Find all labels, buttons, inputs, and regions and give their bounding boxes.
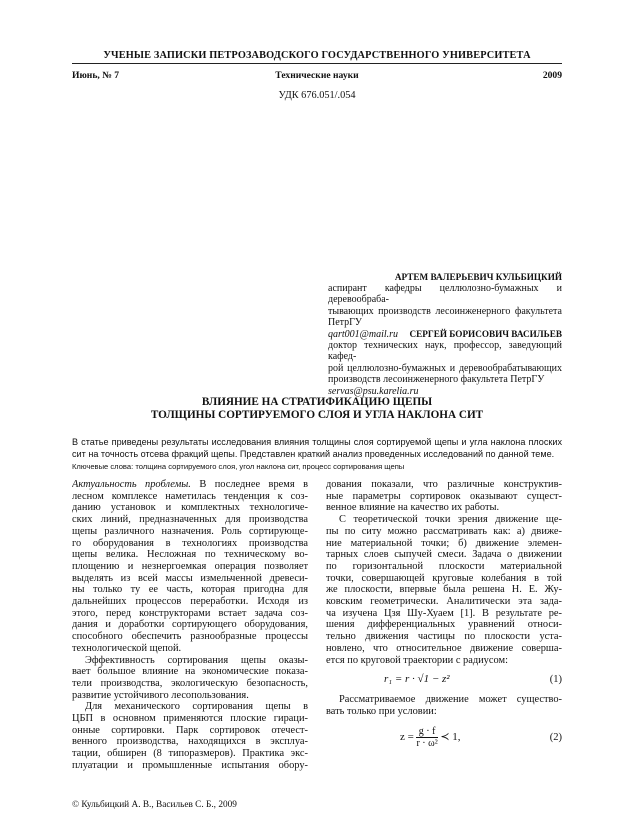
author-2-name: СЕРГЕЙ БОРИСОВИЧ ВАСИЛЬЕВ <box>409 329 562 339</box>
author-2-info <box>328 340 562 397</box>
body-line: ние материальной точки; б) движение элемен- <box>326 537 562 549</box>
body-line: данию установок и комплектных технологиче- <box>72 502 308 514</box>
body-line: тельно движения частицы по плоскости уста- <box>326 631 562 643</box>
body-line: ны только ту ее часть, которая пригодна для <box>72 584 308 596</box>
body-line <box>72 479 308 491</box>
equation-2 <box>326 718 562 758</box>
article-title <box>72 396 562 422</box>
body-line: ЦБП в основном применяются плоские гираци- <box>72 713 308 725</box>
article-title-line: ТОЛЩИНЫ СОРТИРУЕМОГО СЛОЯ И УГЛА НАКЛОНА СИТ <box>150 409 484 421</box>
keywords: Ключевые слова: толщина сортируемого слоя, угол наклона сит, процесс сортирования щепы <box>72 462 405 471</box>
formula-2-lhs: z = <box>400 730 414 743</box>
author-2-info-line: рой целлюлозно-бумажных и деревообрабатывающих <box>328 362 562 374</box>
author-1-info-line: тывающих производств лесоинженерного факультета <box>328 305 562 317</box>
author-1-info-line: ПетрГУ <box>328 317 363 329</box>
year-label: 2009 <box>542 70 562 81</box>
body-line: развитие устойчивого лесопользования. <box>72 689 249 701</box>
body-line: тации, обширен (8 типоразмеров). Практика экс- <box>72 748 308 760</box>
body-line: дальнейших процессов переработки. Исходя из <box>72 596 308 608</box>
issue-label: Июнь, № 7 <box>72 70 120 81</box>
body-line: вать только при условии: <box>326 705 437 717</box>
body-line: дования показали, что различные конструктив- <box>326 479 562 490</box>
body-line: выделять из всей массы измельченной древеси- <box>72 572 308 584</box>
body-line: венное влияние на качество их работы. <box>326 502 500 514</box>
formula-2-numerator: g · f <box>416 726 437 738</box>
body-line: го оборудования в технологиях производства <box>72 537 308 549</box>
body-line: тарных слоев сыпучей смеси. Задача о движении <box>326 549 562 561</box>
equation-1 <box>326 666 562 694</box>
abstract-line: В статье приведены результаты исследования влияния толщины слоя сортируемой щепы и угла наклона плоских <box>72 437 562 447</box>
body-line: по горизонтальной плоскости материальной <box>326 560 562 572</box>
body-line: щепы велика. Несложная по техническому во- <box>72 549 308 561</box>
journal-title: УЧЕНЫЕ ЗАПИСКИ ПЕТРОЗАВОДСКОГО ГОСУДАРСТВЕННОГО УНИВЕРСИТЕТА <box>103 50 531 61</box>
body-line: площению и незнергоемкая операция позволяет <box>72 560 308 572</box>
body-line: Для механического сортирования щепы в <box>85 701 308 713</box>
body-line: ских линий, предназначенных для производства <box>72 514 308 526</box>
section-label: Технические науки <box>275 70 359 81</box>
body-line: же плоскости, впервые была решена Н. Е. Жу- <box>326 584 562 596</box>
body-line-text: В последнее время в <box>190 479 308 490</box>
body-line: Эффективность сортирования щепы оказы- <box>85 654 308 666</box>
abstract <box>72 437 562 460</box>
body-line: этого, перед конструкторами встает задача соз- <box>72 607 308 619</box>
body-line: дания и доработки сортирующего оборудования, <box>72 619 308 631</box>
body-line: ковским геометрически. Аналитически эта зада- <box>326 596 562 608</box>
formula-2 <box>400 726 461 749</box>
body-line: пы по ситу можно рассматривать как: а) движе- <box>326 525 562 537</box>
body-line: С теоретической точки зрения движение ще- <box>339 514 562 526</box>
body-line: точки, совершающей круговые колебания в той <box>326 572 562 584</box>
body-line: ча изучена Цзя Шу-Хуаем [1]. В результате ре- <box>326 607 562 619</box>
header-rule <box>72 63 562 64</box>
body-line: плуатации и промышленные испытания обору- <box>72 759 308 771</box>
body-line: новлено, что относительное движение соверша- <box>326 642 562 654</box>
body-line: тели производства, экологическую безопасность, <box>72 677 308 689</box>
body-line: вает большое влияние на экономические показа- <box>72 666 308 678</box>
formula-2-denominator: r · ω² <box>416 737 438 749</box>
author-2-email: servas@psu.karelia.ru <box>328 385 419 397</box>
copyright: © Кульбицкий А. В., Васильев С. Б., 2009 <box>72 800 237 810</box>
body-line: ется по круговой траектории с радиусом: <box>326 654 508 666</box>
body-left-column <box>72 479 308 772</box>
formula-1: r₁ = r · √1 − z² <box>384 673 450 686</box>
body-line: лесном комплексе наметилась тенденция к соз- <box>72 490 308 502</box>
body-line: онные сортировки. Парк сортировок отечест- <box>72 724 308 736</box>
udk-code: УДК 676.051/.054 <box>278 90 356 101</box>
author-2-info-line: доктор технических наук, профессор, заведующий кафед- <box>328 340 562 363</box>
body-line: щепы различного назначения. Роль сортирующе- <box>72 525 308 537</box>
body-line: шения дифференциальных уравнений относи- <box>326 619 562 631</box>
lead-italic: Актуальность проблемы. <box>72 479 191 490</box>
equation-number-2: (2) <box>549 731 562 743</box>
body-line: ные параметры сортировок оказывают сущест- <box>326 490 562 502</box>
author-2-info-line: производств лесоинженерного факультета ПетрГУ <box>328 374 545 386</box>
article-title-line: ВЛИЯНИЕ НА СТРАТИФИКАЦИЮ ЩЕПЫ <box>201 396 433 408</box>
formula-2-fraction <box>416 726 437 749</box>
author-1-email: qart001@mail.ru <box>328 328 399 340</box>
author-1-info-line: аспирант кафедры целлюлозно-бумажных и деревообраба- <box>328 283 562 306</box>
formula-2-rhs: ≺ 1, <box>440 730 461 743</box>
author-1-name: АРТЕМ ВАЛЕРЬЕВИЧ КУЛЬБИЦКИЙ <box>394 272 562 282</box>
body-line: Рассматриваемое движение может существо- <box>339 694 562 706</box>
body-line: технологической щепой. <box>72 642 182 654</box>
equation-number-1: (1) <box>549 674 562 686</box>
body-line: способного обеспечить разнообразные процессы <box>72 631 308 643</box>
body-right-column <box>326 479 562 758</box>
body-line: венного производства, находящихся в эксплуа- <box>72 736 308 748</box>
abstract-line: сит на точность отсева фракций щепы. Представлен краткий анализ проведенных исследований по данной теме. <box>72 448 555 459</box>
